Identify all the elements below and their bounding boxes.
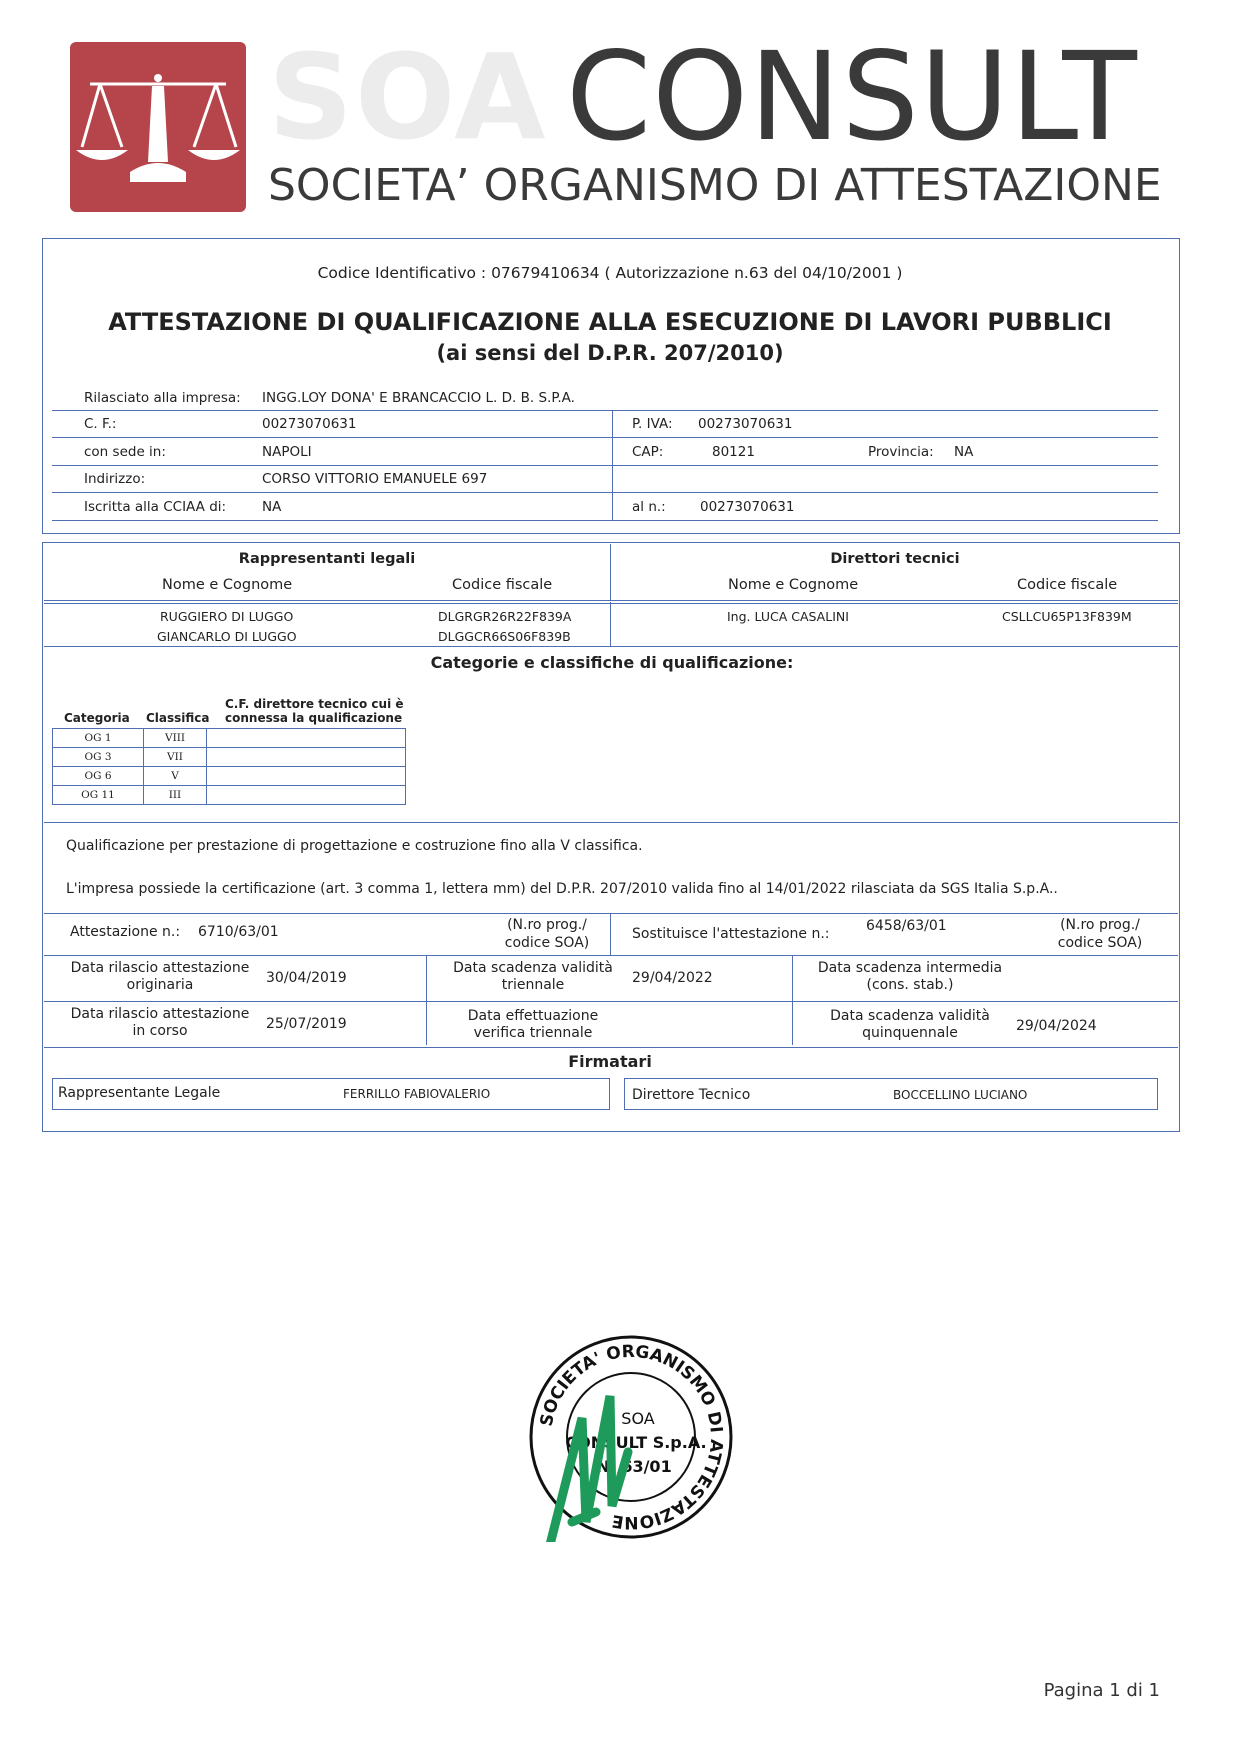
cat-cell: OG 3 <box>53 748 144 767</box>
cf-cell <box>207 786 406 805</box>
cls-cell: III <box>144 786 207 805</box>
dir-name-1: Ing. LUCA CASALINI <box>727 609 849 624</box>
cf-label: C. F.: <box>84 416 117 432</box>
cat-cell: OG 1 <box>53 729 144 748</box>
firmatari-title: Firmatari <box>568 1052 652 1071</box>
rapp-cf-1: DLGRGR26R22F839A <box>438 609 572 624</box>
scad-int-label-1: Data scadenza intermedia <box>817 960 1003 976</box>
nro-prog-2: (N.ro prog./ <box>1060 917 1140 933</box>
scad-quin-value: 29/04/2024 <box>1016 1018 1097 1034</box>
firma-rapp-label: Rappresentante Legale <box>58 1085 221 1101</box>
cls-cell: V <box>144 767 207 786</box>
scad-quin-label-2: quinquennale <box>862 1025 958 1041</box>
piva-value: 00273070631 <box>698 416 793 432</box>
logo-subtitle: SOCIETA’ ORGANISMO DI ATTESTAZIONE <box>268 160 1162 211</box>
dir-nome-header: Nome e Cognome <box>728 577 859 593</box>
table-row <box>53 767 406 786</box>
verifica-label-1: Data effettuazione <box>467 1008 599 1024</box>
categorie-title: Categorie e classifiche di qualificazione: <box>430 653 794 672</box>
rilasciato-label: Rilasciato alla impresa: <box>84 390 241 406</box>
sede-label: con sede in: <box>84 444 166 460</box>
document-subtitle: (ai sensi del D.P.R. 207/2010) <box>436 341 784 365</box>
rapp-name-1: RUGGIERO DI LUGGO <box>160 609 294 624</box>
rilascio-orig-label-1: Data rilascio attestazione <box>70 960 250 976</box>
table-row <box>53 786 406 805</box>
document-title: ATTESTAZIONE DI QUALIFICAZIONE ALLA ESECUZIONE DI LAVORI PUBBLICI <box>108 308 1112 336</box>
dir-cf-1: CSLLCU65P13F839M <box>1002 609 1132 624</box>
soa-stamp <box>526 1332 736 1542</box>
cap-value: 80121 <box>712 444 755 460</box>
nro-prog-1b: codice SOA) <box>504 935 590 951</box>
sostituisce-value: 6458/63/01 <box>866 918 947 934</box>
cf-value: 00273070631 <box>262 416 357 432</box>
firma-dir-value: BOCCELLINO LUCIANO <box>893 1088 1028 1102</box>
codice-identificativo: Codice Identificativo : 07679410634 ( Autorizzazione n.63 del 04/10/2001 ) <box>317 264 903 282</box>
categorie-table <box>52 728 406 805</box>
rilascio-corso-label-1: Data rilascio attestazione <box>70 1006 250 1022</box>
rilascio-corso-label-2: in corso <box>132 1023 188 1039</box>
scad-tri-label-1: Data scadenza validità <box>453 960 613 976</box>
rapp-name-2: GIANCARLO DI LUGGO <box>157 629 297 644</box>
scales-logo <box>70 42 246 212</box>
cf-cell <box>207 767 406 786</box>
logo-soa-text: SOA <box>268 28 548 166</box>
scad-tri-label-2: triennale <box>501 977 565 993</box>
stamp-ring-text: SOCIETA' ORGANISMO DI ATTESTAZIONE <box>536 1341 727 1533</box>
sostituisce-label: Sostituisce l'attestazione n.: <box>632 926 830 942</box>
attestazione-label: Attestazione n.: <box>70 924 181 940</box>
piva-label: P. IVA: <box>632 416 673 432</box>
scad-quin-label-1: Data scadenza validità <box>830 1008 990 1024</box>
provincia-label: Provincia: <box>868 444 934 460</box>
page-number: Pagina 1 di 1 <box>1043 1680 1160 1701</box>
cls-cell: VII <box>144 748 207 767</box>
cat-header-cf-1: C.F. direttore tecnico cui è <box>225 697 404 711</box>
stamp-line2: CONSULT S.p.A. <box>565 1433 707 1452</box>
scad-tri-value: 29/04/2022 <box>632 970 713 986</box>
firma-rapp-value: FERRILLO FABIOVALERIO <box>343 1087 491 1101</box>
table-row <box>53 748 406 767</box>
nro-prog-2b: codice SOA) <box>1057 935 1143 951</box>
scales-icon <box>70 42 246 212</box>
note-certificazione: L'impresa possiede la certificazione (art. 3 comma 1, lettera mm) del D.P.R. 207/2010 valida fino al 14/01/2022 rilasciata da SGS Italia S.p.A.. <box>66 881 1058 897</box>
cciaa-value: NA <box>262 499 282 515</box>
rilascio-orig-value: 30/04/2019 <box>266 970 347 986</box>
cf-cell <box>207 748 406 767</box>
impresa-box <box>42 238 1180 534</box>
rilascio-orig-label-2: originaria <box>126 977 194 993</box>
rappresentanti-title: Rappresentanti legali <box>238 551 416 567</box>
cat-header-classifica: Classifica <box>146 711 210 725</box>
cls-cell: VIII <box>144 729 207 748</box>
cat-header-categoria: Categoria <box>64 711 130 725</box>
rapp-cf-header: Codice fiscale <box>452 577 553 593</box>
rapp-nome-header: Nome e Cognome <box>162 577 293 593</box>
logo-consult-text: CONSULT <box>566 26 1138 168</box>
attestazione-value: 6710/63/01 <box>198 924 279 940</box>
nro-prog-1: (N.ro prog./ <box>507 917 587 933</box>
verifica-label-2: verifica triennale <box>473 1025 593 1041</box>
cf-cell <box>207 729 406 748</box>
direttori-title: Direttori tecnici <box>830 551 960 567</box>
sede-value: NAPOLI <box>262 444 312 460</box>
table-row <box>53 729 406 748</box>
cat-header-cf-2: connessa la qualificazione <box>225 711 403 725</box>
rilascio-corso-value: 25/07/2019 <box>266 1016 347 1032</box>
rapp-cf-2: DLGGCR66S06F839B <box>438 629 571 644</box>
cciaa-label: Iscritta alla CCIAA di: <box>84 499 227 515</box>
firma-dir-label: Direttore Tecnico <box>632 1087 751 1103</box>
cat-cell: OG 6 <box>53 767 144 786</box>
rilasciato-value: INGG.LOY DONA' E BRANCACCIO L. D. B. S.P.A. <box>262 390 575 406</box>
cat-cell: OG 11 <box>53 786 144 805</box>
provincia-value: NA <box>954 444 974 460</box>
stamp-line3: N. 63/01 <box>596 1457 672 1476</box>
indirizzo-label: Indirizzo: <box>84 471 146 487</box>
note-progettazione: Qualificazione per prestazione di progettazione e costruzione fino alla V classifica. <box>66 838 643 854</box>
scad-int-label-2: (cons. stab.) <box>866 977 954 993</box>
dir-cf-header: Codice fiscale <box>1017 577 1118 593</box>
cap-label: CAP: <box>632 444 664 460</box>
aln-value: 00273070631 <box>700 499 795 515</box>
stamp-line1: SOA <box>621 1409 655 1428</box>
indirizzo-value: CORSO VITTORIO EMANUELE 697 <box>262 471 488 487</box>
aln-label: al n.: <box>632 499 666 515</box>
